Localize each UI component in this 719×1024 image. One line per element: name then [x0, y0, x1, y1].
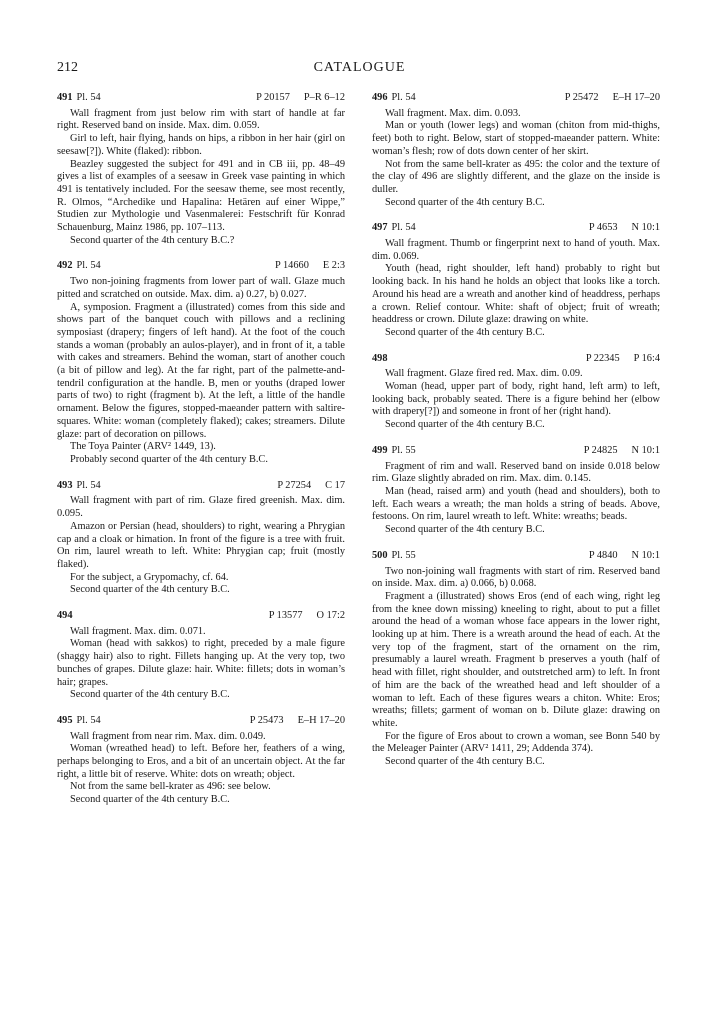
find-location: N 10:1	[631, 549, 660, 561]
entry-header	[57, 260, 345, 273]
catalogue-entry	[372, 353, 660, 432]
entry-number: 498	[372, 352, 388, 364]
plate-reference: Pl. 54	[391, 222, 416, 234]
entry-paragraph: Man (head, raised arm) and youth (head and shoulders), both to left. Each wears a wreath; the man holds a string of beads. Above, festoons. On rim, laurel wreath to left. White: wreaths; beads.	[372, 485, 660, 523]
inventory-number: P 20157	[256, 92, 290, 103]
entry-number: 499	[372, 444, 388, 456]
find-location: N 10:1	[631, 222, 660, 234]
plate-reference: Pl. 54	[76, 479, 101, 491]
catalogue-entry	[372, 222, 660, 339]
catalogue-entry	[57, 715, 345, 807]
catalogue-entry	[57, 260, 345, 466]
plate-reference: Pl. 54	[76, 714, 101, 726]
catalogue-entry	[372, 92, 660, 209]
entry-paragraph: Man or youth (lower legs) and woman (chiton from mid-thighs, feet) both to right. Below, start of stopped-maeander pattern. White: woman’s flesh; row of dots down center of her skirt.	[372, 120, 660, 157]
find-location: P–R 6–12	[303, 92, 345, 103]
entry-header	[372, 445, 660, 458]
entry-paragraph: Second quarter of the 4th century B.C.	[70, 689, 230, 701]
find-location: O 17:2	[316, 610, 345, 622]
entry-header	[372, 353, 660, 366]
catalogue-entry	[57, 480, 345, 597]
left-column	[57, 92, 345, 820]
entry-paragraph: Second quarter of the 4th century B.C.	[385, 756, 545, 768]
entry-paragraph: Second quarter of the 4th century B.C.	[385, 326, 545, 338]
entry-number: 496	[372, 92, 388, 103]
entry-paragraph: For the figure of Eros about to crown a woman, see Bonn 540 by the Meleager Painter (ARV² 1411, 29; Addenda 374).	[372, 730, 660, 755]
entry-header	[57, 480, 345, 493]
entry-paragraph: Woman (head with sakkos) to right, preceded by a male figure (shaggy hair) also to right. Fillets hanging up. At the very top, two bunches of grapes. Dilute glaze: hair. White: fillets; dots in woman’s hair; grapes.	[57, 638, 345, 688]
entry-paragraph: Wall fragment. Glaze fired red. Max. dim. 0.09.	[385, 368, 583, 380]
entry-number: 494	[57, 610, 73, 622]
inventory-number: P 13577	[268, 610, 303, 622]
inventory-number: P 25472	[564, 92, 599, 103]
find-location: P 16:4	[633, 352, 660, 364]
find-location: E–H 17–20	[297, 714, 345, 726]
plate-reference: Pl. 54	[76, 260, 101, 272]
inventory-number: P 4653	[588, 222, 618, 234]
entry-paragraph: Wall fragment with part of rim. Glaze fired greenish. Max. dim. 0.095.	[57, 495, 345, 520]
entry-paragraph: Wall fragment from just below rim with start of handle at far right. Reserved band on inside. Max. dim. 0.059.	[57, 107, 345, 132]
entry-paragraph: The Toya Painter (ARV² 1449, 13).	[70, 441, 216, 453]
entry-paragraph: Woman (wreathed head) to left. Before her, feathers of a wing, perhaps belonging to Eros, and a bit of an uncertain object. At the far right, a little bit of reserve. White: dots on wreath; object.	[57, 743, 345, 780]
entry-number: 492	[57, 260, 73, 272]
right-column	[372, 92, 660, 782]
entry-paragraph: Second quarter of the 4th century B.C.?	[70, 234, 235, 246]
entry-header	[57, 92, 345, 105]
entry-paragraph: For the subject, a Grypomachy, cf. 64.	[70, 571, 229, 583]
plate-reference: Pl. 54	[391, 92, 416, 103]
entry-paragraph: Not from the same bell-krater as 495: the color and the texture of the clay of 496 are slightly different, and the glaze on the inside is duller.	[372, 158, 660, 195]
entry-header	[372, 92, 660, 105]
find-location: E–H 17–20	[612, 92, 660, 103]
entry-paragraph: Fragment of rim and wall. Reserved band on inside 0.018 below rim. Glaze slightly abraded on rim. Max. dim. 0.145.	[372, 460, 660, 485]
running-head: CATALOGUE	[313, 60, 406, 75]
entry-paragraph: Probably second quarter of the 4th century B.C.	[70, 453, 268, 465]
find-location: E 2:3	[322, 260, 345, 272]
entry-paragraph: Second quarter of the 4th century B.C.	[385, 196, 545, 208]
catalogue-entry	[372, 445, 660, 537]
inventory-number: P 24825	[583, 444, 618, 456]
page-number: 212	[57, 60, 78, 75]
entry-paragraph: Amazon or Persian (head, shoulders) to right, wearing a Phrygian cap and a cloak or himation. In front of the figure is a tree with fruit. On rim, laurel wreath to left. White: Phrygian cap; fruit (mostly flaked).	[57, 520, 345, 570]
catalogue-entry	[57, 92, 345, 247]
entry-paragraph: Girl to left, hair flying, hands on hips, a ribbon in her hair (girl on seesaw[?]). White (flaked): ribbon.	[57, 133, 345, 157]
plate-reference: Pl. 54	[76, 92, 101, 103]
entry-paragraph: Wall fragment. Thumb or fingerprint next to hand of youth. Max. dim. 0.069.	[372, 238, 660, 262]
entry-paragraph: Youth (head, right shoulder, left hand) probably to right but looking back. In his hand he holds an object that looks like a torch. Around his head are a wreath and another kind of headdress, perhaps a crown. Relief contour. White: shaft of object; fruit of wreath; headdress or crown. Dilute glaze: drawing on white.	[372, 263, 660, 326]
entry-number: 497	[372, 222, 388, 234]
inventory-number: P 25473	[249, 714, 284, 726]
entry-number: 495	[57, 714, 73, 726]
entry-header	[372, 222, 660, 235]
entry-paragraph: Two non-joining fragments from lower part of wall. Glaze much pitted and scratched on outside. Max. dim. a) 0.27, b) 0.027.	[57, 276, 345, 300]
plate-reference: Pl. 55	[391, 549, 416, 561]
entry-paragraph: Woman (head, upper part of body, right hand, left arm) to left, looking back, probably seated. There is a figure behind her (elbow with drapery[?]) and someone in front of her (right hand).	[372, 381, 660, 418]
entry-paragraph: Two non-joining wall fragments with start of rim. Reserved band on inside. Max. dim. a) 0.066, b) 0.068.	[372, 565, 660, 590]
entry-number: 500	[372, 549, 388, 561]
entry-paragraph: Second quarter of the 4th century B.C.	[70, 794, 230, 806]
catalogue-entry	[372, 550, 660, 769]
entry-header	[57, 610, 345, 623]
entry-paragraph: A, symposion. Fragment a (illustrated) comes from this side and shows part of the banquet couch with pillows and a reclining symposiast (drapery; fingers of left hand). At the foot of the couch stands a woman (probably an aulos-player), and in front of it, a table with cakes and streamers. Behind the woman, start of another couch (a bit of pillow and leg). At the far right, part of the palmette-and-tendril configuration at the handle. B, men or youths (draped lower parts of two) to right (fragment b). At the left, a little of the handle ornament. Below the figures, stopped-maeander pattern with saltire-squares. White: woman (completely flaked); cakes; streamers. Dilute glaze: part of decoration on pillows.	[57, 301, 345, 440]
inventory-number: P 27254	[277, 479, 312, 491]
entry-header	[372, 550, 660, 563]
entry-paragraph: Beazley suggested the subject for 491 and in CB iii, pp. 48–49 gives a list of examples of a seesaw in Greek vase painting in which 491 is tentatively included. For the seesaw theme, see most recently, R. Olmos, “Archedike und Hapalina: Hetären auf einer Wippe,” Studien zur Mythologie und Vasenmalerei: Festschrift für Konrad Schauenburg, Mainz 1986, pp. 107–113.	[57, 158, 345, 234]
plate-reference: Pl. 55	[391, 444, 416, 456]
inventory-number: P 22345	[585, 352, 620, 364]
inventory-number: P 14660	[275, 260, 309, 272]
entry-paragraph: Wall fragment. Max. dim. 0.093.	[385, 107, 521, 119]
entry-paragraph: Second quarter of the 4th century B.C.	[385, 419, 545, 431]
entry-paragraph: Wall fragment. Max. dim. 0.071.	[70, 625, 206, 637]
entry-paragraph: Second quarter of the 4th century B.C.	[70, 584, 230, 596]
find-location: C 17	[325, 479, 345, 491]
entry-number: 491	[57, 92, 73, 103]
inventory-number: P 4840	[588, 549, 618, 561]
entry-paragraph: Fragment a (illustrated) shows Eros (end of each wing, right leg from the knee down missing) kneeling to right, about to put a fillet around the head of a woman whose face appears in the lower right, looking up at him. There is a wreath around the head of each. At the very top of the fragment, start of the ornament on the rim, presumably a laurel wreath. Fragment b preserves a youth (half of head with fillet, right shoulder, and outstretched arm) to left. In front of him are the back of the wreathed head and left shoulder of a woman to left. Each of these figures wears a chiton. White: Eros; wreaths; fillets; garment of woman on b. Dilute glaze: drawing on white.	[372, 590, 660, 729]
entry-header	[57, 715, 345, 728]
catalogue-entry	[57, 610, 345, 702]
entry-paragraph: Not from the same bell-krater as 496: see below.	[70, 781, 271, 793]
entry-paragraph: Second quarter of the 4th century B.C.	[385, 524, 545, 536]
find-location: N 10:1	[631, 444, 660, 456]
entry-paragraph: Wall fragment from near rim. Max. dim. 0.049.	[70, 730, 266, 742]
entry-number: 493	[57, 479, 73, 491]
